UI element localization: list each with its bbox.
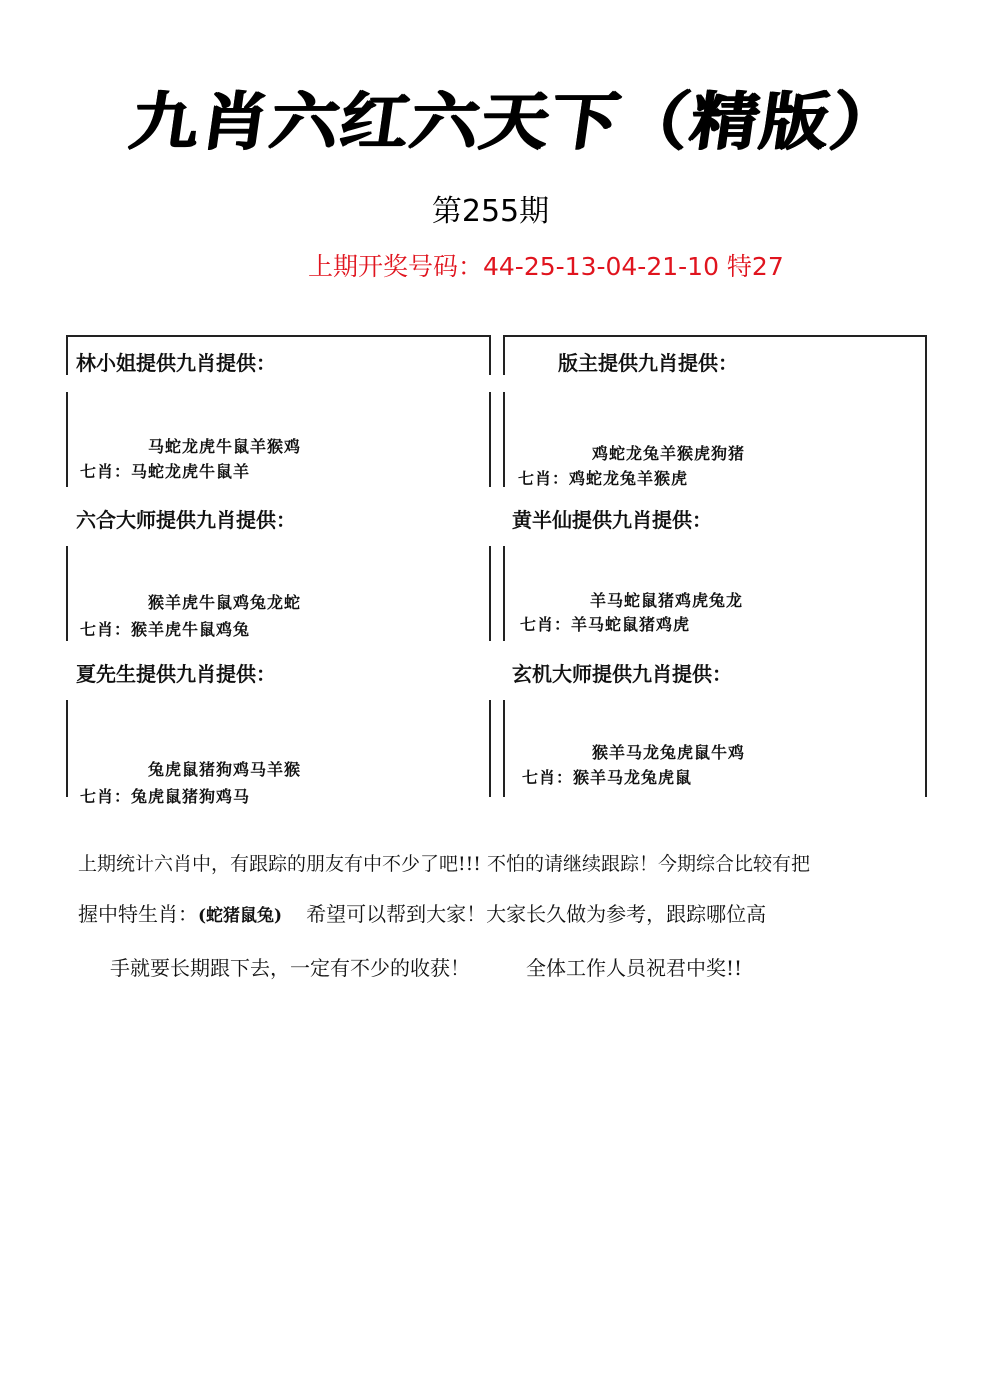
panel-title-huang: 黄半仙提供九肖提供： (512, 508, 712, 532)
note-line-3 (110, 954, 742, 982)
issue-number: 第255期 (431, 194, 550, 229)
panel-title-lin: 林小姐提供九肖提供： (76, 351, 276, 375)
nine-zodiac-lin: 马蛇龙虎牛鼠羊猴鸡 (148, 437, 302, 456)
special-zodiac-pick: (蛇猪鼠兔) (198, 906, 283, 926)
page-title: 九肖六红六天下（精版） (124, 86, 906, 159)
frame-mid-seg-1b (503, 392, 505, 487)
note-line-2-lead: 握中特生肖： (78, 902, 198, 926)
panel-title-xia: 夏先生提供九肖提供： (76, 662, 276, 686)
frame-top-right (503, 335, 927, 337)
nine-zodiac-xia: 兔虎鼠猪狗鸡马羊猴 (148, 760, 302, 779)
seven-zodiac-xia: 七肖：兔虎鼠猪狗鸡马 (80, 787, 251, 806)
frame-mid-seg-3a (489, 700, 491, 797)
seven-zodiac-liuhe: 七肖：猴羊虎牛鼠鸡兔 (80, 620, 251, 639)
note-line-3-lead: 手就要长期跟下去，一定有不少的收获！ (110, 956, 470, 980)
nine-zodiac-banzhu: 鸡蛇龙兔羊猴虎狗猪 (592, 444, 746, 463)
seven-zodiac-huang: 七肖：羊马蛇鼠猪鸡虎 (520, 615, 691, 634)
frame-mid-edge-right (503, 335, 505, 375)
note-line-3-tail: 全体工作人员祝君中奖!! (526, 956, 743, 980)
seven-zodiac-xuanji: 七肖：猴羊马龙兔虎鼠 (522, 768, 693, 787)
note-line-2-tail: 希望可以帮到大家！大家长久做为参考，跟踪哪位高 (306, 902, 767, 926)
frame-mid-seg-3b (503, 700, 505, 797)
panel-title-banzhu: 版主提供九肖提供： (558, 351, 738, 375)
nine-zodiac-huang: 羊马蛇鼠猪鸡虎兔龙 (590, 591, 744, 610)
panel-title-liuhe: 六合大师提供九肖提供： (76, 508, 296, 532)
frame-mid-edge-left (489, 335, 491, 375)
frame-left-seg-1 (66, 392, 68, 487)
seven-zodiac-lin: 七肖：马蛇龙虎牛鼠羊 (80, 462, 251, 481)
last-draw-result: 上期开奖号码：44-25-13-04-21-10 特27 (308, 252, 784, 281)
note-line-1: 上期统计六肖中，有跟踪的朋友有中不少了吧!!! 不怕的请继续跟踪！今期综合比较有把 (78, 853, 810, 875)
frame-mid-seg-1a (489, 392, 491, 487)
note-line-2 (78, 900, 766, 930)
panel-title-xuanji: 玄机大师提供九肖提供： (512, 662, 732, 686)
frame-left-seg-2 (66, 546, 68, 641)
nine-zodiac-xuanji: 猴羊马龙兔虎鼠牛鸡 (592, 743, 746, 762)
frame-top-left (66, 335, 491, 337)
frame-left-seg-3 (66, 700, 68, 797)
frame-mid-seg-2b (503, 546, 505, 641)
frame-mid-seg-2a (489, 546, 491, 641)
seven-zodiac-banzhu: 七肖：鸡蛇龙兔羊猴虎 (518, 469, 689, 488)
frame-left-edge (66, 335, 68, 375)
nine-zodiac-liuhe: 猴羊虎牛鼠鸡兔龙蛇 (148, 593, 302, 612)
frame-right-edge (925, 335, 927, 797)
